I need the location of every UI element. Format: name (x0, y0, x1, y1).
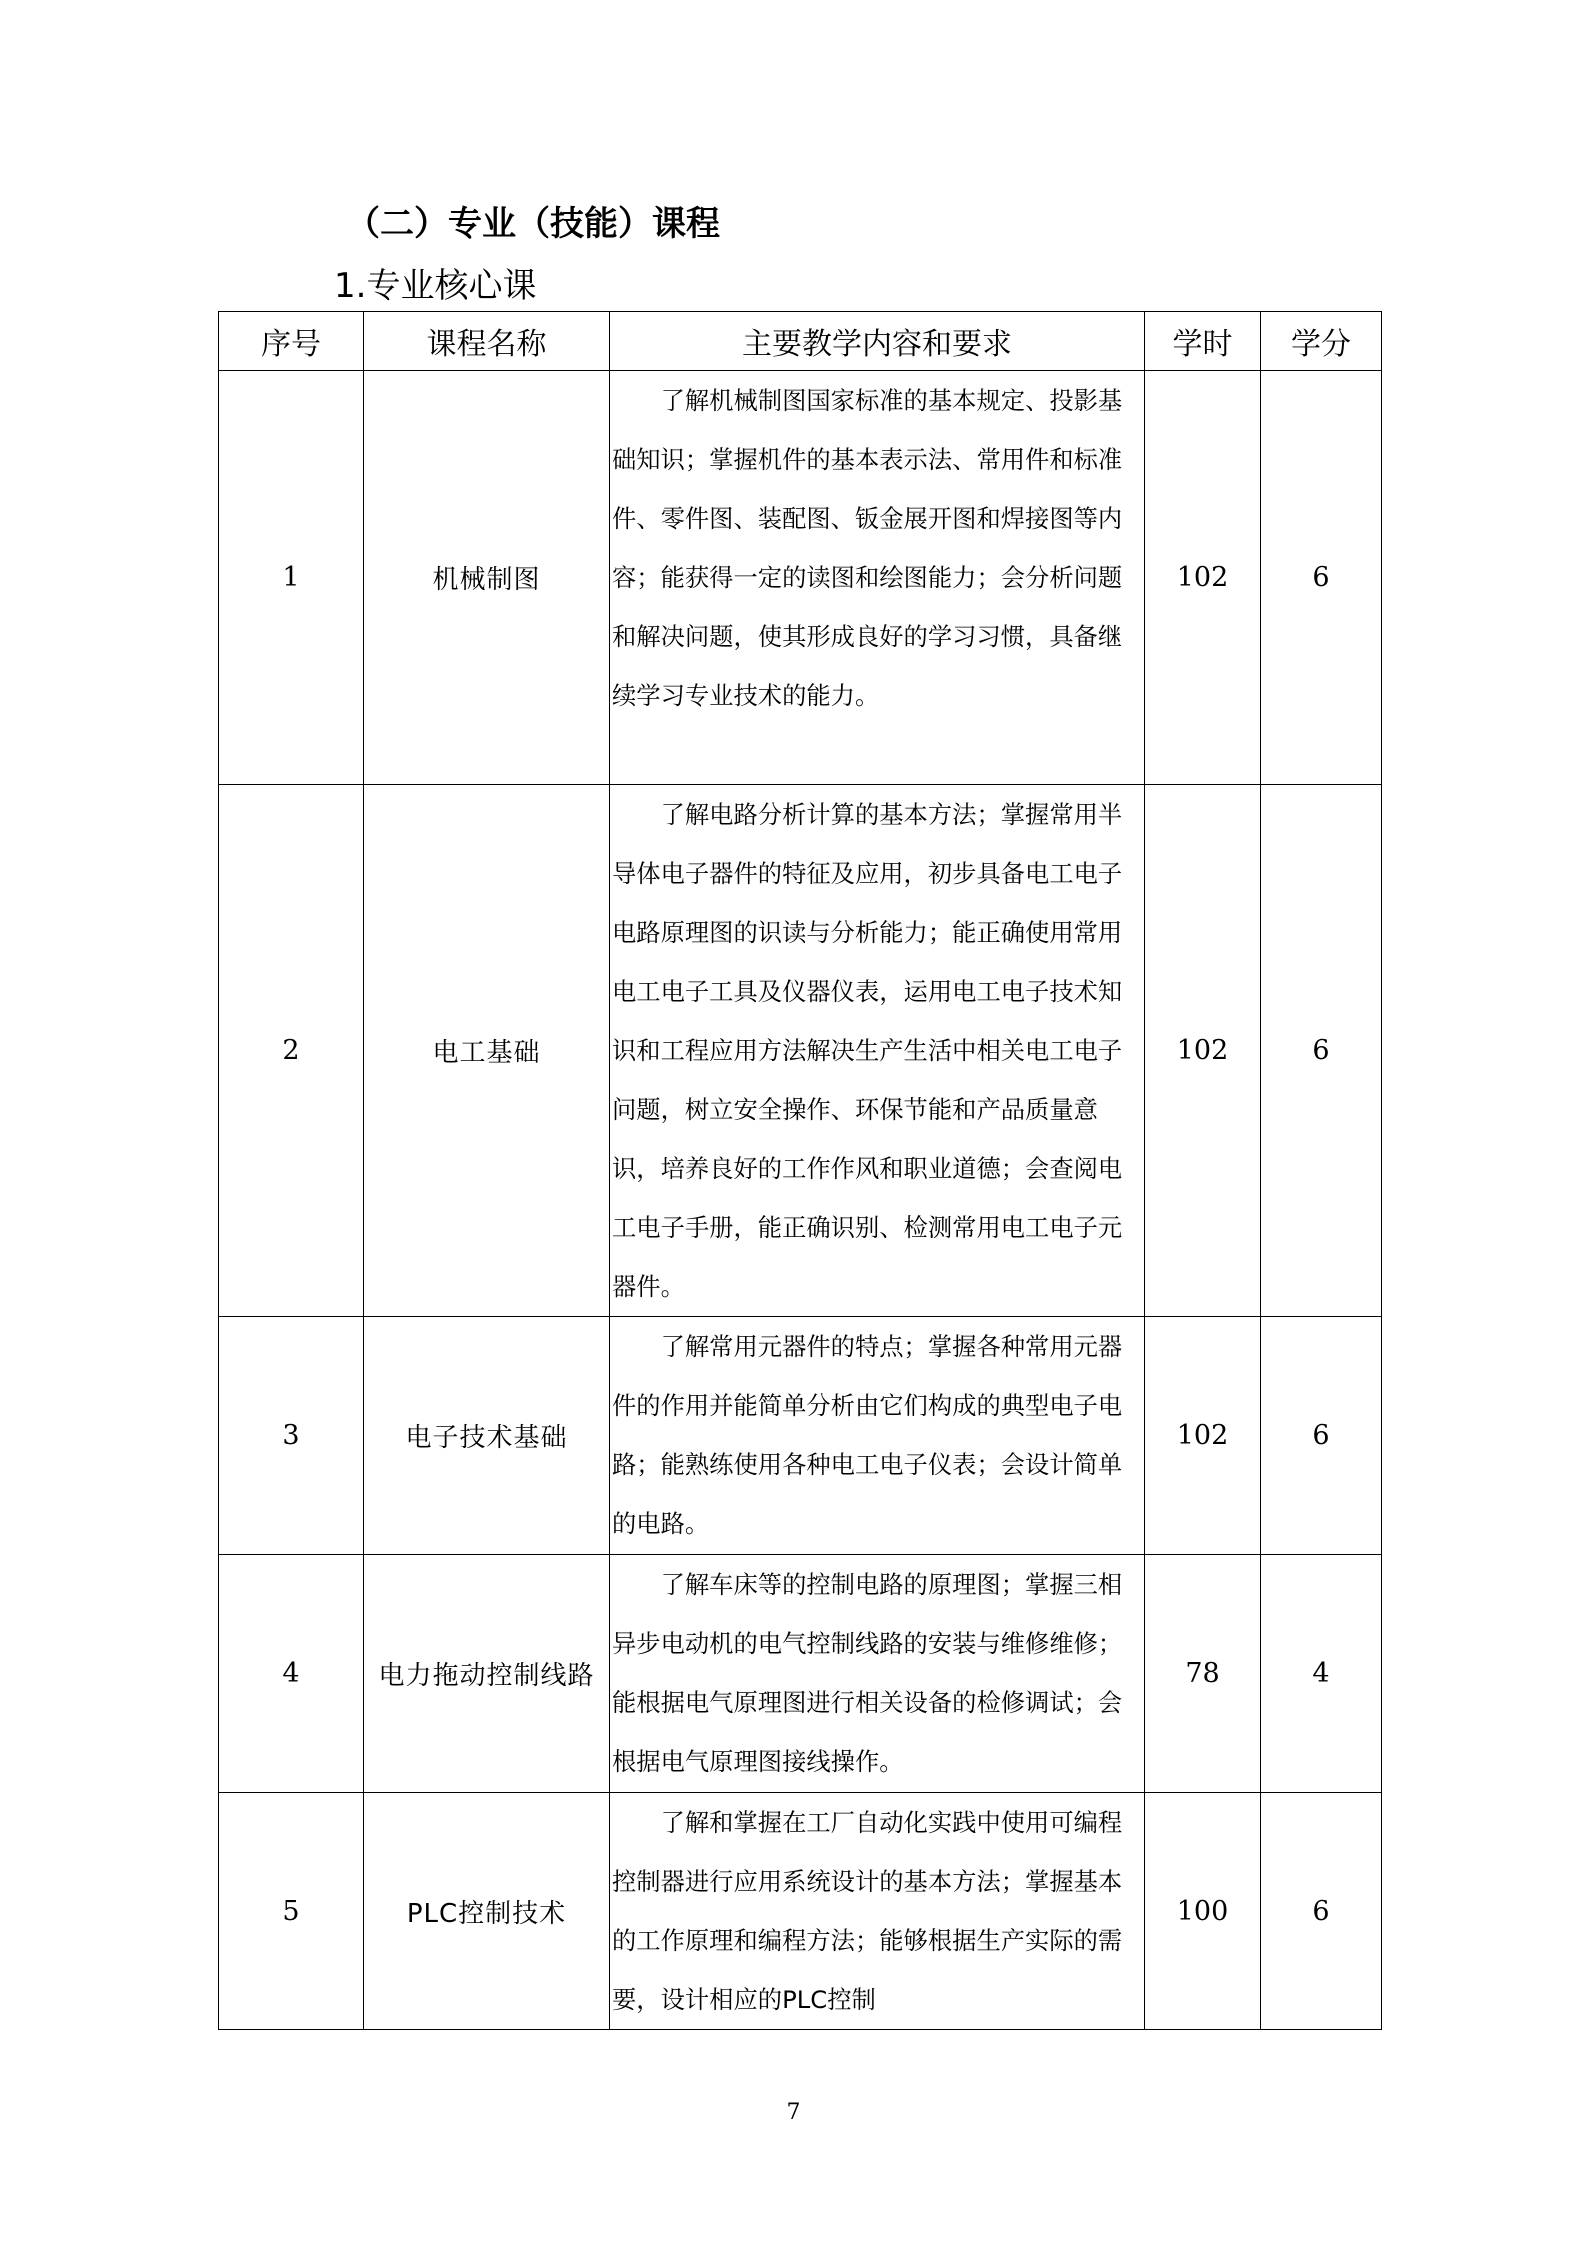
table-row (219, 1555, 1382, 1793)
row-credits: 6 (1261, 1793, 1382, 2030)
header-index: 序号 (219, 312, 364, 371)
row-credits: 4 (1261, 1555, 1382, 1793)
sub-heading: 1.专业核心课 (334, 266, 537, 306)
row-index: 5 (219, 1793, 364, 2030)
row-hours: 78 (1145, 1555, 1261, 1793)
row-content-text: 了解电路分析计算的基本方法；掌握常用半导体电子器件的特征及应用，初步具备电工电子电路原理图的识读与分析能力；能正确使用常用电工电子工具及仪器仪表，运用电工电子技术知识和工程应用方法解决生产生活中相关电工电子问题，树立安全操作、环保节能和产品质量意识，培养良好的工作作风和职业道德；会查阅电工电子手册，能正确识别、检测常用电工电子元器件。 (612, 800, 1123, 1301)
row-index: 1 (219, 371, 364, 785)
row-content-text: 了解常用元器件的特点；掌握各种常用元器件的作用并能简单分析由它们构成的典型电子电路；能熟练使用各种电工电子仪表；会设计简单的电路。 (612, 1332, 1123, 1538)
page-number: 7 (786, 2100, 801, 2125)
row-course-name: 电子技术基础 (364, 1317, 610, 1555)
header-course-name: 课程名称 (364, 312, 610, 371)
row-course-name: PLC控制技术 (364, 1793, 610, 2030)
table-row (219, 1793, 1382, 2030)
table-header-row (219, 312, 1382, 371)
row-course-name: 电力拖动控制线路 (364, 1555, 610, 1793)
row-index: 3 (219, 1317, 364, 1555)
course-table (218, 311, 1382, 2030)
row-credits: 6 (1261, 785, 1382, 1317)
row-content-text: 了解车床等的控制电路的原理图；掌握三相异步电动机的电气控制线路的安装与维修维修；能根据电气原理图进行相关设备的检修调试；会根据电气原理图接线操作。 (612, 1570, 1123, 1776)
row-course-name: 机械制图 (364, 371, 610, 785)
row-content (610, 1317, 1145, 1555)
row-hours: 102 (1145, 371, 1261, 785)
table-row (219, 1317, 1382, 1555)
row-hours: 100 (1145, 1793, 1261, 2030)
row-index: 2 (219, 785, 364, 1317)
header-content: 主要教学内容和要求 (610, 312, 1145, 371)
header-hours: 学时 (1145, 312, 1261, 371)
table-row (219, 785, 1382, 1317)
row-credits: 6 (1261, 1317, 1382, 1555)
header-credits: 学分 (1261, 312, 1382, 371)
table-row (219, 371, 1382, 785)
row-content-text: 了解和掌握在工厂自动化实践中使用可编程控制器进行应用系统设计的基本方法；掌握基本的工作原理和编程方法；能够根据生产实际的需要，设计相应的PLC控制 (612, 1808, 1123, 2014)
row-hours: 102 (1145, 1317, 1261, 1555)
row-index: 4 (219, 1555, 364, 1793)
row-credits: 6 (1261, 371, 1382, 785)
row-content (610, 785, 1145, 1317)
row-course-name: 电工基础 (364, 785, 610, 1317)
row-content (610, 1793, 1145, 2030)
row-content (610, 1555, 1145, 1793)
row-content (610, 371, 1145, 785)
row-hours: 102 (1145, 785, 1261, 1317)
row-content-text: 了解机械制图国家标准的基本规定、投影基础知识；掌握机件的基本表示法、常用件和标准件、零件图、装配图、钣金展开图和焊接图等内容；能获得一定的读图和绘图能力；会分析问题和解决问题，使其形成良好的学习习惯，具备继续学习专业技术的能力。 (612, 386, 1123, 710)
section-heading: （二）专业（技能）课程 (346, 204, 720, 244)
